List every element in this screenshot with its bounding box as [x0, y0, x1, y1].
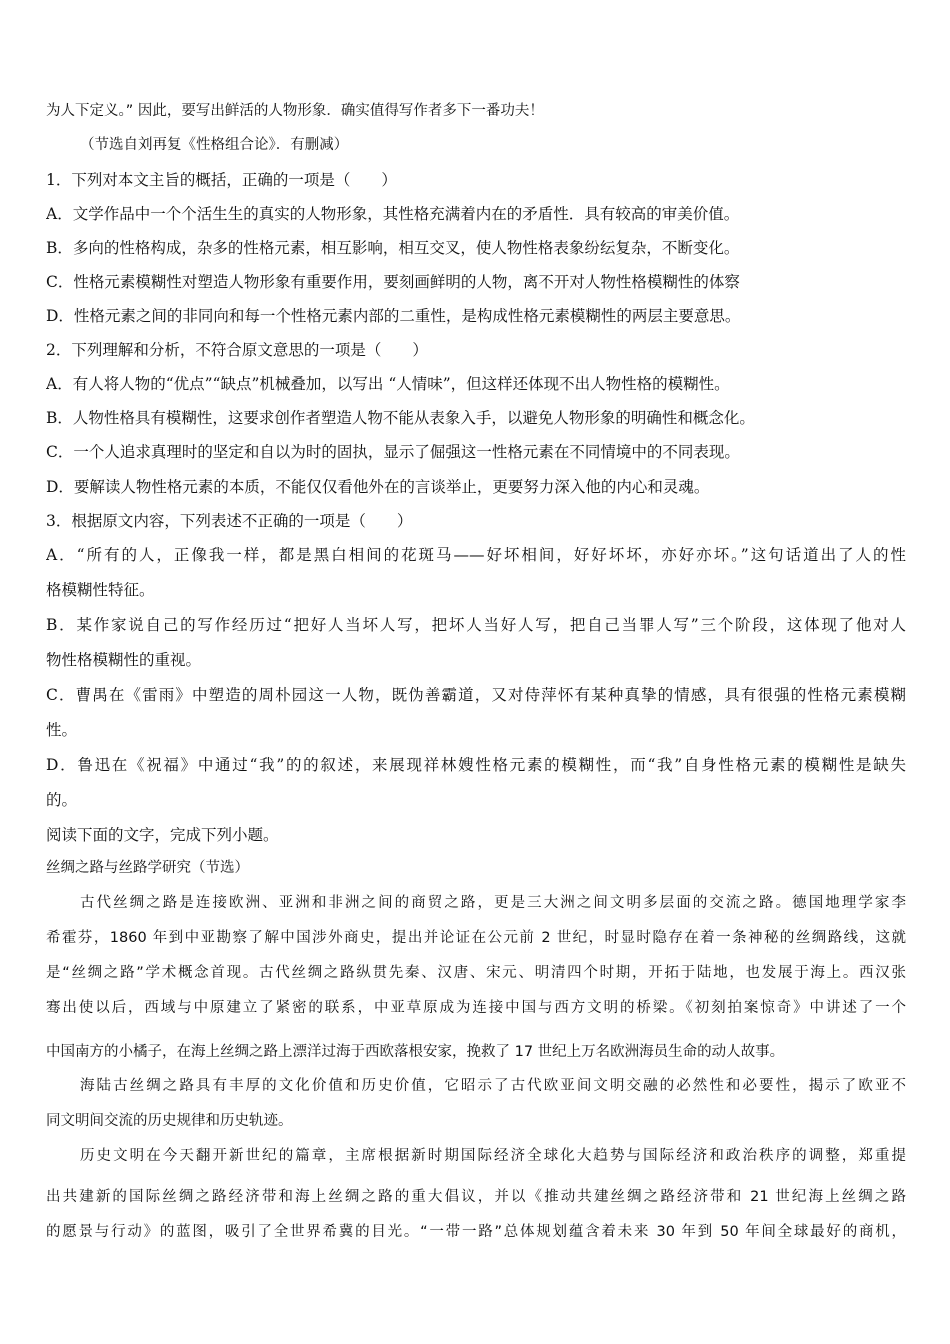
- article-p1-line4: 骞出使以后，西域与中原建立了紧密的联系，中亚草原成为连接中国与西方文明的桥梁。《初刻拍案惊奇》中讲述了一个: [46, 1000, 906, 1016]
- question-1-option-a: A．文学作品中一个个活生生的真实的人物形象，其性格充满着内在的矛盾性．具有较高的审美价值。: [46, 205, 740, 223]
- article-p1-line3: 是“丝绸之路”学术概念首现。古代丝绸之路纵贯先秦、汉唐、宋元、明清四个时期，开拓于陆地，也发展于海上。西汉张: [46, 965, 906, 981]
- question-3-option-b-cont: 物性格模糊性的重视。: [46, 651, 202, 669]
- question-3-option-d-cont: 的。: [46, 791, 78, 809]
- question-2-option-c: C．一个人追求真理时的坚定和自以为时的固执，显示了倔强这一性格元素在不同情境中的不同表现。: [46, 443, 740, 461]
- question-3-option-b: B．某作家说自己的写作经历过“把好人当坏人写，把坏人当好人写，把自己当罪人写”三个阶段，这体现了他对人: [46, 616, 906, 634]
- intro-line: 为人下定义。” 因此，要写出鲜活的人物形象．确实值得写作者多下一番功夫！: [46, 103, 544, 119]
- question-3-stem: 3．根据原文内容，下列表述不正确的一项是（ ）: [46, 512, 413, 530]
- article-p1-line2: 希霍芬，1860 年到中亚勘察了解中国涉外商史，提出并论证在公元前 2 世纪，时显时隐存在着一条神秘的丝绸路线，这就: [46, 930, 906, 946]
- question-2-option-a: A．有人将人物的“优点”“缺点”机械叠加，以写出 “人情味”，但这样还体现不出人物性格的模糊性。: [46, 375, 730, 393]
- article-p3-line2: 出共建新的国际丝绸之路经济带和海上丝绸之路的重大倡议，并以《推动共建丝绸之路经济带和 21 世纪海上丝绸之路: [46, 1189, 906, 1205]
- article-p1-line5: 中国南方的小橘子，在海上丝绸之路上漂洋过海于西欧落根安家，挽救了 17 世纪上万名欧洲海员生命的动人故事。: [46, 1044, 785, 1060]
- article-p3-line3: 的愿景与行动》的蓝图，吸引了全世界希冀的目光。“一带一路”总体规划蕴含着未来 30 年到 50 年间全球最好的商机，: [46, 1224, 906, 1240]
- question-3-option-d: D．鲁迅在《祝福》中通过“我”的的叙述，来展现祥林嫂性格元素的模糊性，而“我”自身性格元素的模糊性是缺失: [46, 756, 906, 774]
- article-title: 丝绸之路与丝路学研究（节选）: [46, 860, 249, 876]
- question-3-option-c: C．曹禺在《雷雨》中塑造的周朴园这一人物，既伪善霸道，又对侍萍怀有某种真挚的情感，具有很强的性格元素模糊: [46, 686, 906, 704]
- question-1-option-d: D．性格元素之间的非同向和每一个性格元素内部的二重性，是构成性格元素模糊性的两层主要意思。: [46, 307, 741, 325]
- article-p2-line1: 海陆古丝绸之路具有丰厚的文化价值和历史价值，它昭示了古代欧亚间文明交融的必然性和必要性，揭示了欧亚不: [80, 1078, 906, 1094]
- question-1-option-c: C．性格元素模糊性对塑造人物形象有重要作用，要刻画鲜明的人物，离不开对人物性格模糊性的体察: [46, 273, 740, 291]
- question-2-option-d: D．要解读人物性格元素的本质，不能仅仅看他外在的言谈举止，更要努力深入他的内心和灵魂。: [46, 478, 710, 496]
- question-3-option-a-cont: 格模糊性特征。: [46, 581, 155, 599]
- question-2-option-b: B．人物性格具有模糊性，这要求创作者塑造人物不能从表象入手，以避免人物形象的明确性和概念化。: [46, 409, 755, 427]
- source-note: （节选自刘再复《性格组合论》．有删减）: [80, 137, 349, 153]
- question-2-stem: 2．下列理解和分析，不符合原文意思的一项是（ ）: [46, 341, 428, 359]
- question-3-option-c-cont: 性。: [46, 721, 78, 739]
- article-p1-line1: 古代丝绸之路是连接欧洲、亚洲和非洲之间的商贸之路，更是三大洲之间文明多层面的交流之路。德国地理学家李: [80, 895, 906, 911]
- article-p3-line1: 历史文明在今天翻开新世纪的篇章，主席根据新时期国际经济全球化大趋势与国际经济和政治秩序的调整，郑重提: [80, 1148, 906, 1164]
- article-p2-line2: 同文明间交流的历史规律和历史轨迹。: [46, 1113, 293, 1129]
- question-3-option-a: A．“所有的人，正像我一样，都是黑白相间的花斑马——好坏相间，好好坏坏，亦好亦坏。”这句话道出了人的性: [46, 546, 906, 564]
- question-1-option-b: B．多向的性格构成，杂多的性格元素，相互影响，相互交叉，使人物性格表象纷纭复杂，不断变化。: [46, 239, 740, 257]
- reading-instruction: 阅读下面的文字，完成下列小题。: [46, 826, 279, 844]
- question-1-stem: 1．下列对本文主旨的概括，正确的一项是（ ）: [46, 171, 397, 189]
